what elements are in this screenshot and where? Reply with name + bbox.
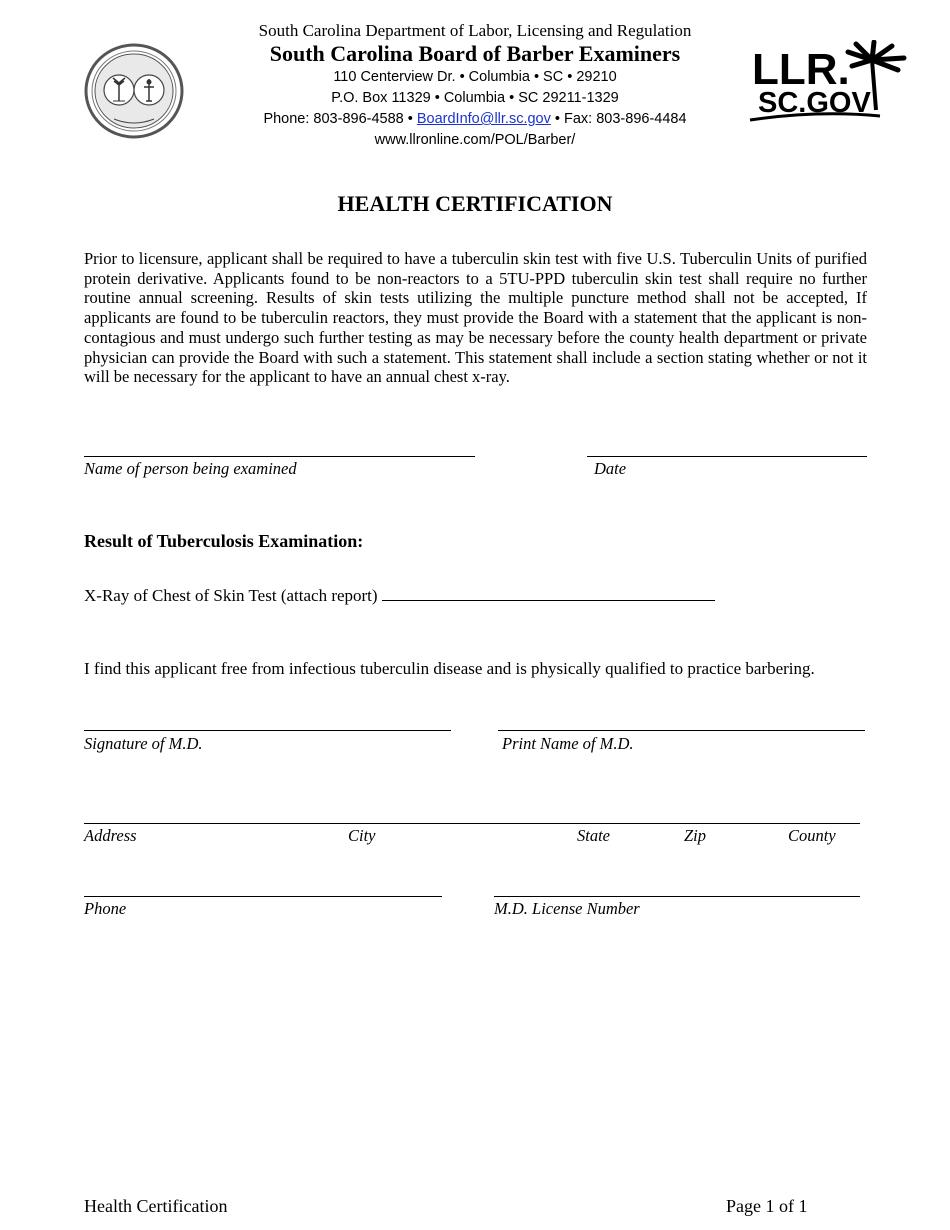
phone-number: Phone: 803-896-4588 • <box>263 111 413 127</box>
fax-number: • Fax: 803-896-4484 <box>554 111 687 127</box>
signature-field-line[interactable] <box>84 730 451 731</box>
zip-label: Zip <box>684 826 707 845</box>
intro-paragraph: Prior to licensure, applicant shall be required to have a tuberculin skin test with five U.S. Tuberculin Units of purified protein derivative. Applicants found to be non-reactors to a 5TU-PPD tuberculin skin test shall require no further routine annual screening. Results of skin tests utilizing the multiple puncture method shall not be accepted, If applicants are found to be tuberculin reactors, they must provide the Board with a statement that the applicant is non-contagious and must undergo such further testing as may be necessary before the county health department or private physician can provide the Board with such a statement. This statement shall include a section stating whether or not it will be necessary for the applicant to have an annual chest x-ray. <box>84 249 867 387</box>
license-label: M.D. License Number <box>494 899 640 918</box>
phone-label: Phone <box>84 899 127 918</box>
llr-scgov-logo <box>748 40 908 126</box>
result-heading: Result of Tuberculosis Examination: <box>84 531 364 551</box>
date-field-line[interactable] <box>587 456 867 457</box>
address-label: Address <box>84 826 137 845</box>
license-field-line[interactable] <box>494 896 860 897</box>
name-field-line[interactable] <box>84 456 475 457</box>
page-title: HEALTH CERTIFICATION <box>337 191 613 216</box>
print-name-label: Print Name of M.D. <box>502 734 634 753</box>
state-label: State <box>577 826 610 845</box>
date-label: Date <box>594 459 627 478</box>
department-name: South Carolina Department of Labor, Licensing and Regulation <box>258 21 692 40</box>
street-address: 110 Centerview Dr. • Columbia • SC • 29210 <box>333 69 617 85</box>
contact-line <box>200 111 750 127</box>
po-box-address: P.O. Box 11329 • Columbia • SC 29211-1329 <box>331 90 619 106</box>
xray-label: X-Ray of Chest of Skin Test (attach report) <box>84 586 378 605</box>
phone-field-line[interactable] <box>84 896 442 897</box>
signature-label: Signature of M.D. <box>84 734 203 753</box>
website-url: www.llronline.com/POL/Barber/ <box>374 132 576 148</box>
logo-text-top: LLR. <box>752 45 850 94</box>
footer-page-number: Page 1 of 1 <box>726 1196 808 1216</box>
address-field-line[interactable] <box>84 823 860 824</box>
county-label: County <box>788 826 836 845</box>
board-name: South Carolina Board of Barber Examiners <box>269 41 681 66</box>
xray-field <box>84 586 715 606</box>
print-name-field-line[interactable] <box>498 730 865 731</box>
xray-field-line[interactable] <box>382 586 715 601</box>
state-seal-logo <box>84 43 184 139</box>
city-label: City <box>348 826 376 845</box>
logo-text-bottom: SC.GOV <box>758 87 871 119</box>
physician-statement: I find this applicant free from infectious tuberculin disease and is physically qualified to practice barbering. <box>84 659 815 678</box>
name-label: Name of person being examined <box>84 459 297 478</box>
footer-document-name: Health Certification <box>84 1196 228 1216</box>
email-link[interactable]: BoardInfo@llr.sc.gov <box>416 111 551 127</box>
